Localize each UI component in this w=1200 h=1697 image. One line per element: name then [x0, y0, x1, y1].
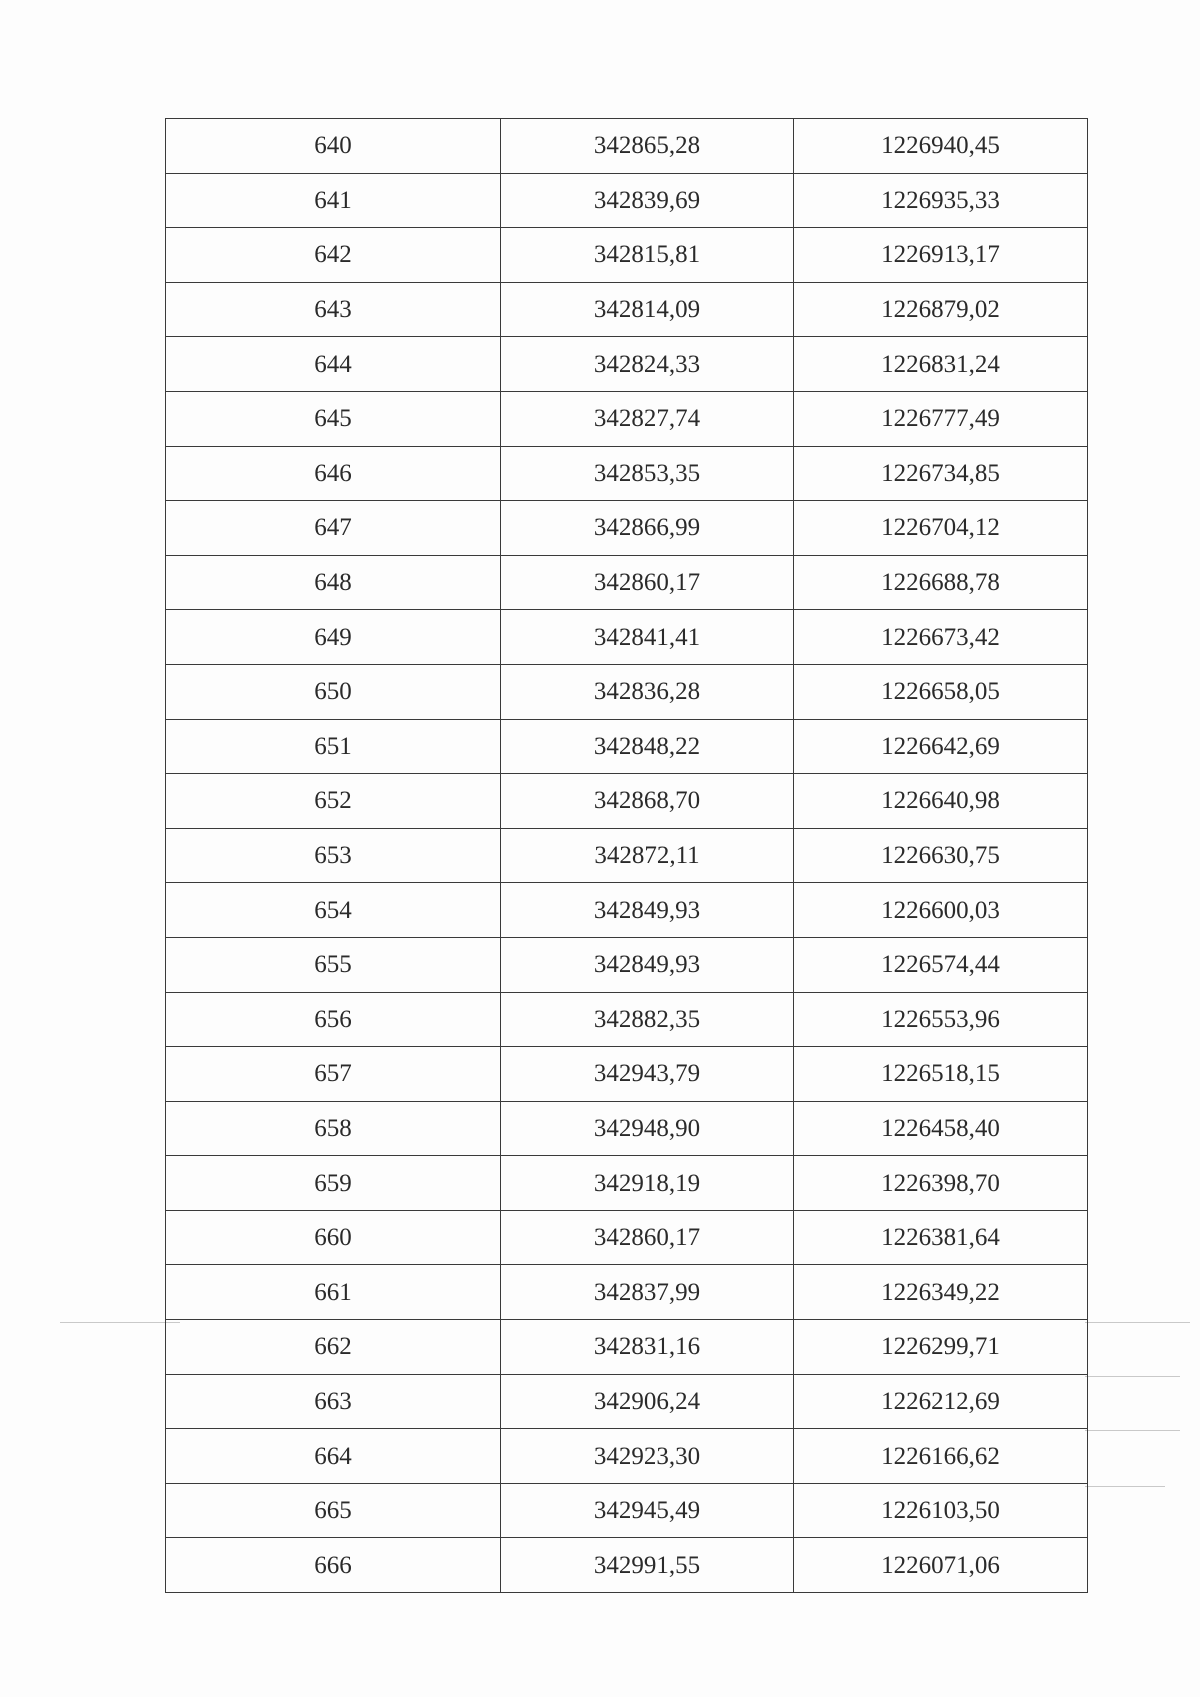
- point-number-cell: 660: [166, 1210, 501, 1265]
- y-coordinate-cell: 1226630,75: [794, 828, 1088, 883]
- point-number-cell: 661: [166, 1265, 501, 1320]
- scan-artifact: [1085, 1376, 1180, 1377]
- table-row: [166, 228, 1088, 283]
- point-number-cell: 657: [166, 1047, 501, 1102]
- x-coordinate-cell: 342841,41: [501, 610, 794, 665]
- table-row: [166, 1538, 1088, 1593]
- point-number-cell: 656: [166, 992, 501, 1047]
- y-coordinate-cell: 1226658,05: [794, 664, 1088, 719]
- point-number-cell: 659: [166, 1156, 501, 1211]
- point-number-cell: 663: [166, 1374, 501, 1429]
- table-row: [166, 992, 1088, 1047]
- table-row: [166, 173, 1088, 228]
- table-row: [166, 1047, 1088, 1102]
- y-coordinate-cell: 1226642,69: [794, 719, 1088, 774]
- y-coordinate-cell: 1226299,71: [794, 1320, 1088, 1375]
- scan-artifact: [60, 1322, 180, 1323]
- point-number-cell: 664: [166, 1429, 501, 1484]
- point-number-cell: 645: [166, 391, 501, 446]
- y-coordinate-cell: 1226574,44: [794, 937, 1088, 992]
- x-coordinate-cell: 342814,09: [501, 282, 794, 337]
- table-row: [166, 501, 1088, 556]
- y-coordinate-cell: 1226935,33: [794, 173, 1088, 228]
- table-row: [166, 719, 1088, 774]
- table-row: [166, 664, 1088, 719]
- point-number-cell: 644: [166, 337, 501, 392]
- scan-artifact: [1085, 1322, 1190, 1323]
- y-coordinate-cell: 1226553,96: [794, 992, 1088, 1047]
- point-number-cell: 666: [166, 1538, 501, 1593]
- table-row: [166, 337, 1088, 392]
- point-number-cell: 641: [166, 173, 501, 228]
- point-number-cell: 640: [166, 119, 501, 174]
- x-coordinate-cell: 342824,33: [501, 337, 794, 392]
- x-coordinate-cell: 342991,55: [501, 1538, 794, 1593]
- point-number-cell: 646: [166, 446, 501, 501]
- point-number-cell: 642: [166, 228, 501, 283]
- x-coordinate-cell: 342943,79: [501, 1047, 794, 1102]
- x-coordinate-cell: 342827,74: [501, 391, 794, 446]
- point-number-cell: 649: [166, 610, 501, 665]
- y-coordinate-cell: 1226518,15: [794, 1047, 1088, 1102]
- y-coordinate-cell: 1226734,85: [794, 446, 1088, 501]
- x-coordinate-cell: 342918,19: [501, 1156, 794, 1211]
- coordinates-table: [165, 118, 1088, 1593]
- y-coordinate-cell: 1226879,02: [794, 282, 1088, 337]
- x-coordinate-cell: 342860,17: [501, 555, 794, 610]
- table-row: [166, 1320, 1088, 1375]
- point-number-cell: 643: [166, 282, 501, 337]
- x-coordinate-cell: 342872,11: [501, 828, 794, 883]
- table-row: [166, 1483, 1088, 1538]
- y-coordinate-cell: 1226704,12: [794, 501, 1088, 556]
- y-coordinate-cell: 1226600,03: [794, 883, 1088, 938]
- x-coordinate-cell: 342839,69: [501, 173, 794, 228]
- table-row: [166, 883, 1088, 938]
- table-row: [166, 1156, 1088, 1211]
- y-coordinate-cell: 1226166,62: [794, 1429, 1088, 1484]
- point-number-cell: 658: [166, 1101, 501, 1156]
- table-row: [166, 1374, 1088, 1429]
- table-row: [166, 446, 1088, 501]
- x-coordinate-cell: 342923,30: [501, 1429, 794, 1484]
- y-coordinate-cell: 1226940,45: [794, 119, 1088, 174]
- x-coordinate-cell: 342906,24: [501, 1374, 794, 1429]
- table-row: [166, 828, 1088, 883]
- table-row: [166, 1265, 1088, 1320]
- table-row: [166, 391, 1088, 446]
- y-coordinate-cell: 1226349,22: [794, 1265, 1088, 1320]
- x-coordinate-cell: 342866,99: [501, 501, 794, 556]
- table-row: [166, 1210, 1088, 1265]
- x-coordinate-cell: 342882,35: [501, 992, 794, 1047]
- y-coordinate-cell: 1226381,64: [794, 1210, 1088, 1265]
- scan-artifact: [1085, 1430, 1180, 1431]
- y-coordinate-cell: 1226913,17: [794, 228, 1088, 283]
- y-coordinate-cell: 1226640,98: [794, 774, 1088, 829]
- x-coordinate-cell: 342948,90: [501, 1101, 794, 1156]
- coordinates-table-body: [166, 119, 1088, 1593]
- point-number-cell: 647: [166, 501, 501, 556]
- y-coordinate-cell: 1226103,50: [794, 1483, 1088, 1538]
- point-number-cell: 654: [166, 883, 501, 938]
- y-coordinate-cell: 1226688,78: [794, 555, 1088, 610]
- point-number-cell: 662: [166, 1320, 501, 1375]
- x-coordinate-cell: 342868,70: [501, 774, 794, 829]
- x-coordinate-cell: 342849,93: [501, 937, 794, 992]
- table-row: [166, 937, 1088, 992]
- x-coordinate-cell: 342831,16: [501, 1320, 794, 1375]
- point-number-cell: 651: [166, 719, 501, 774]
- x-coordinate-cell: 342837,99: [501, 1265, 794, 1320]
- x-coordinate-cell: 342865,28: [501, 119, 794, 174]
- y-coordinate-cell: 1226458,40: [794, 1101, 1088, 1156]
- x-coordinate-cell: 342836,28: [501, 664, 794, 719]
- y-coordinate-cell: 1226398,70: [794, 1156, 1088, 1211]
- point-number-cell: 650: [166, 664, 501, 719]
- point-number-cell: 653: [166, 828, 501, 883]
- scan-artifact: [1085, 1486, 1165, 1487]
- point-number-cell: 665: [166, 1483, 501, 1538]
- y-coordinate-cell: 1226071,06: [794, 1538, 1088, 1593]
- x-coordinate-cell: 342860,17: [501, 1210, 794, 1265]
- x-coordinate-cell: 342815,81: [501, 228, 794, 283]
- point-number-cell: 655: [166, 937, 501, 992]
- y-coordinate-cell: 1226212,69: [794, 1374, 1088, 1429]
- table-row: [166, 1429, 1088, 1484]
- point-number-cell: 648: [166, 555, 501, 610]
- y-coordinate-cell: 1226831,24: [794, 337, 1088, 392]
- table-row: [166, 610, 1088, 665]
- table-row: [166, 774, 1088, 829]
- table-row: [166, 282, 1088, 337]
- table-row: [166, 1101, 1088, 1156]
- table-row: [166, 555, 1088, 610]
- y-coordinate-cell: 1226777,49: [794, 391, 1088, 446]
- x-coordinate-cell: 342853,35: [501, 446, 794, 501]
- point-number-cell: 652: [166, 774, 501, 829]
- x-coordinate-cell: 342848,22: [501, 719, 794, 774]
- table-row: [166, 119, 1088, 174]
- x-coordinate-cell: 342945,49: [501, 1483, 794, 1538]
- x-coordinate-cell: 342849,93: [501, 883, 794, 938]
- y-coordinate-cell: 1226673,42: [794, 610, 1088, 665]
